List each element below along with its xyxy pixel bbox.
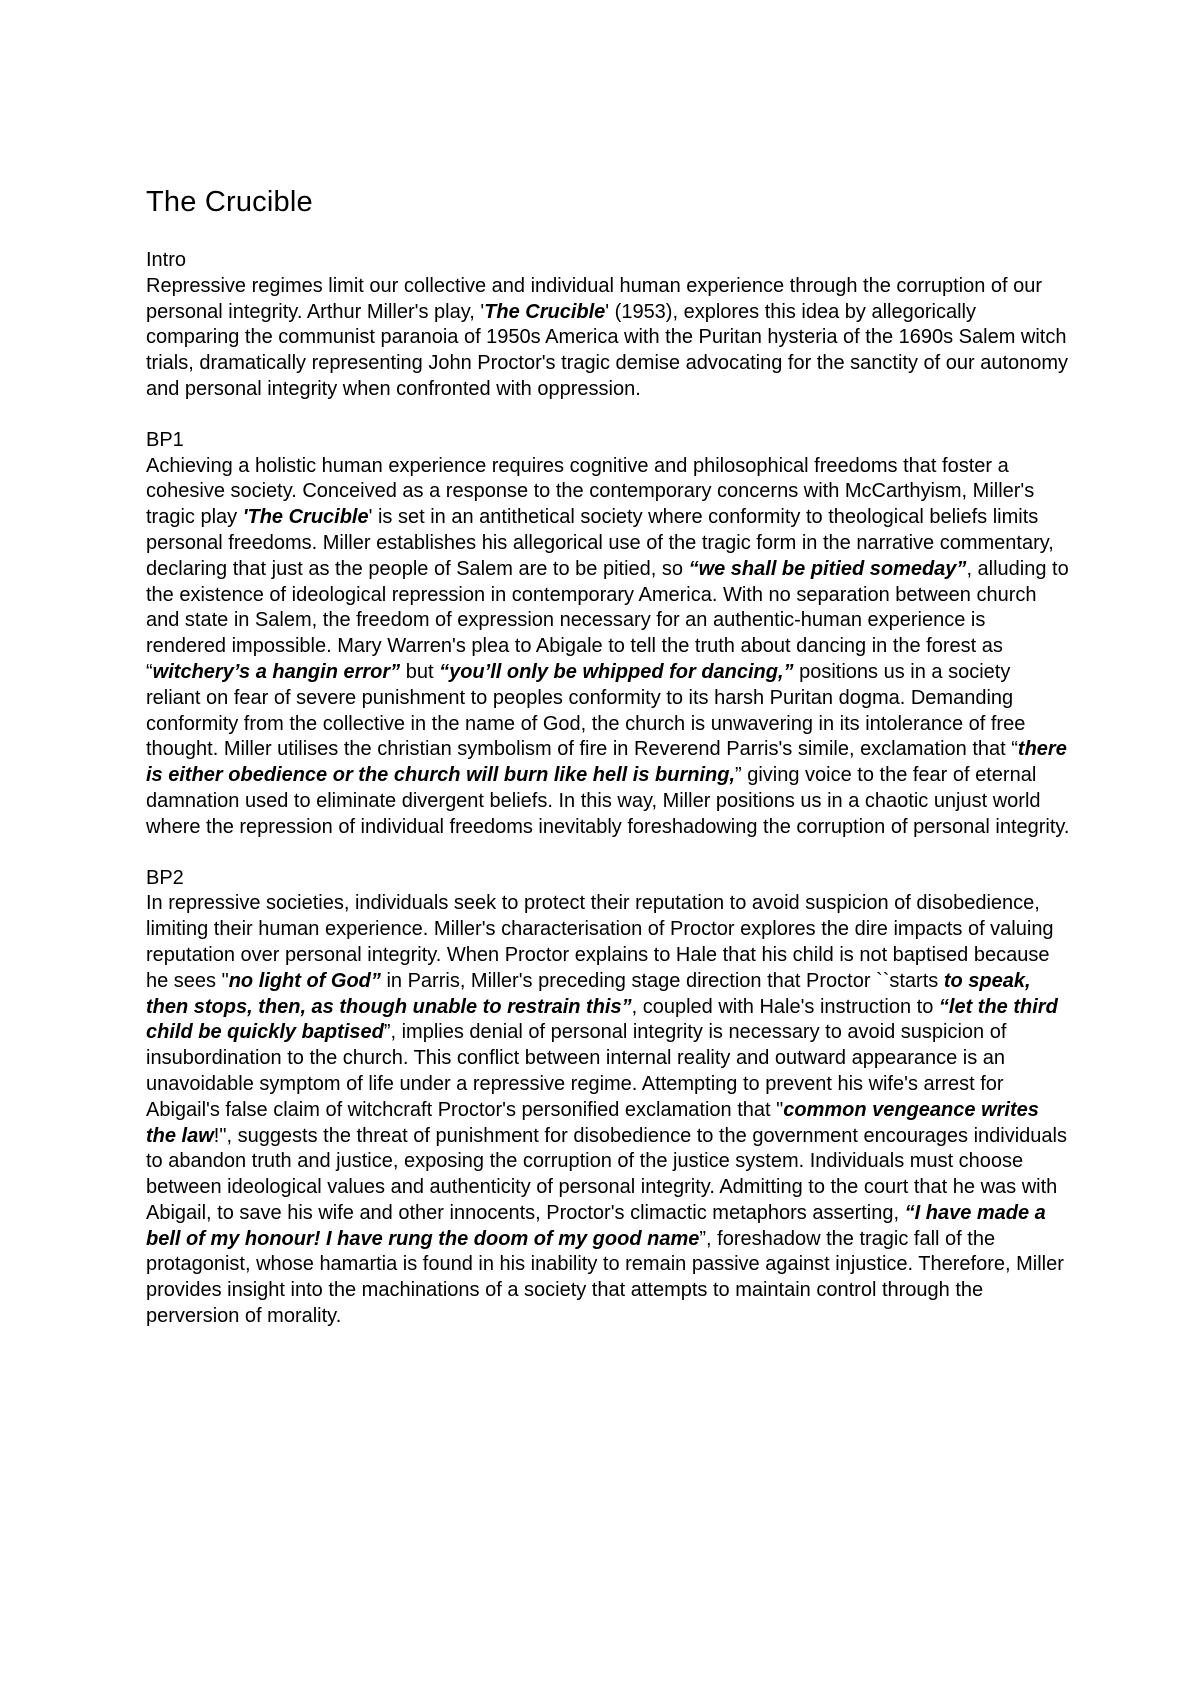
section-paragraph xyxy=(146,274,1070,403)
body-text: ” giving voice to the fear of eternal damnation used to eliminate divergent beliefs. In this way, Miller positions us in a chaotic unjust world where the repression of individual freedoms inevitably foreshadowing the corruption of personal integrity. xyxy=(146,764,1070,838)
section-paragraph xyxy=(146,454,1070,841)
section-heading: BP1 xyxy=(146,428,184,451)
document-page xyxy=(146,180,1070,1355)
body-text: positions us in a society reliant on fear of severe punishment to peoples conformity to its harsh Puritan dogma. Demanding conformity from the collective in the name of God, the church is unwavering in its intolerance of free thought. Miller utilises the christian symbolism of fire in Reverend Parris's simile, exclamation that “ xyxy=(146,660,1026,761)
body-text: , alluding to the existence of ideological repression in contemporary America. With no separation between church and state in Salem, the freedom of expression necessary for an authentic-human experience is rendered impossible. Mary Warren's plea to Abigale to tell the truth about dancing in the forest as “ xyxy=(146,557,1069,683)
quotation: “we shall be pitied someday” xyxy=(688,557,967,580)
body-text: ”, foreshadow the tragic fall of the protagonist, whose hamartia is found in his inability to remain passive against injustice. Therefore, Miller provides insight into the machinations of a society that attempts to maintain control through the perversion of morality. xyxy=(146,1227,1064,1328)
section-heading: BP2 xyxy=(146,866,184,889)
quotation: 'The Crucible xyxy=(242,506,369,529)
section-heading: Intro xyxy=(146,249,187,271)
document-title: The Crucible xyxy=(146,186,313,218)
quotation: there is either obedience or the church will burn like hell is burning, xyxy=(146,738,1067,787)
body-text: Repressive regimes limit our collective and individual human experience through the corruption of our personal integrity. Arthur Miller's play, ' xyxy=(146,274,1043,323)
section-paragraph xyxy=(146,891,1070,1330)
quotation: common vengeance writes the law xyxy=(146,1098,1039,1147)
body-text: ' (1953), explores this idea by allegorically comparing the communist paranoia of 1950s America with the Puritan hysteria of the 1690s Salem witch trials, dramatically representing John Proctor's tragic demise advocating for the sanctity of our autonomy and personal integrity when confronted with oppression. xyxy=(146,300,1069,400)
body-text: ' is set in an antithetical society where conformity to theological beliefs limits personal freedoms. Miller establishes his allegorical use of the tragic form in the narrative commentary, declaring that just as the people of Salem are to be pitied, so xyxy=(146,506,1054,580)
body-text: Achieving a holistic human experience requires cognitive and philosophical freedoms that foster a cohesive society. Conceived as a response to the contemporary concerns with McCarthyism, Miller's tragic play xyxy=(146,454,1035,529)
section-intro xyxy=(146,248,1070,403)
quotation: to speak, then stops, then, as though unable to restrain this” xyxy=(146,969,1031,1018)
quotation: “you’ll only be whipped for dancing,” xyxy=(439,660,794,683)
quotation: The Crucible xyxy=(484,300,606,323)
section-bp1 xyxy=(146,428,1070,841)
quotation: no light of God” xyxy=(228,969,381,992)
body-text: , coupled with Hale's instruction to xyxy=(631,995,939,1018)
quotation: “let the third child be quickly baptised xyxy=(146,995,1058,1044)
body-text: !", suggests the threat of punishment for disobedience to the government encourages individuals to abandon truth and justice, exposing the corruption of the justice system. Individuals must choose between ideological values and authenticity of personal integrity. Admitting to the court that he was with Abigail, to save his wife and other innocents, Proctor's climactic metaphors asserting, xyxy=(146,1124,1067,1224)
quotation: “I have made a bell of my honour! I have rung the doom of my good name xyxy=(146,1201,1046,1250)
document-body xyxy=(146,248,1070,1330)
body-text: ”, implies denial of personal integrity is necessary to avoid suspicion of insubordination to the church. This conflict between internal reality and outward appearance is an unavoidable symptom of life under a repressive regime. Attempting to prevent his wife's arrest for Abigail's false claim of witchcraft Proctor's personified exclamation that " xyxy=(146,1021,1007,1121)
body-text: In repressive societies, individuals seek to protect their reputation to avoid suspicion of disobedience, limiting their human experience. Miller's characterisation of Proctor explores the dire impacts of valuing reputation over personal integrity. When Proctor explains to Hale that his child is not baptised because he sees " xyxy=(146,892,1054,992)
body-text: but xyxy=(400,660,440,683)
body-text: in Parris, Miller's preceding stage direction that Proctor ``starts xyxy=(380,969,944,992)
section-bp2 xyxy=(146,866,1070,1330)
quotation: witchery’s a hangin error” xyxy=(152,660,401,683)
